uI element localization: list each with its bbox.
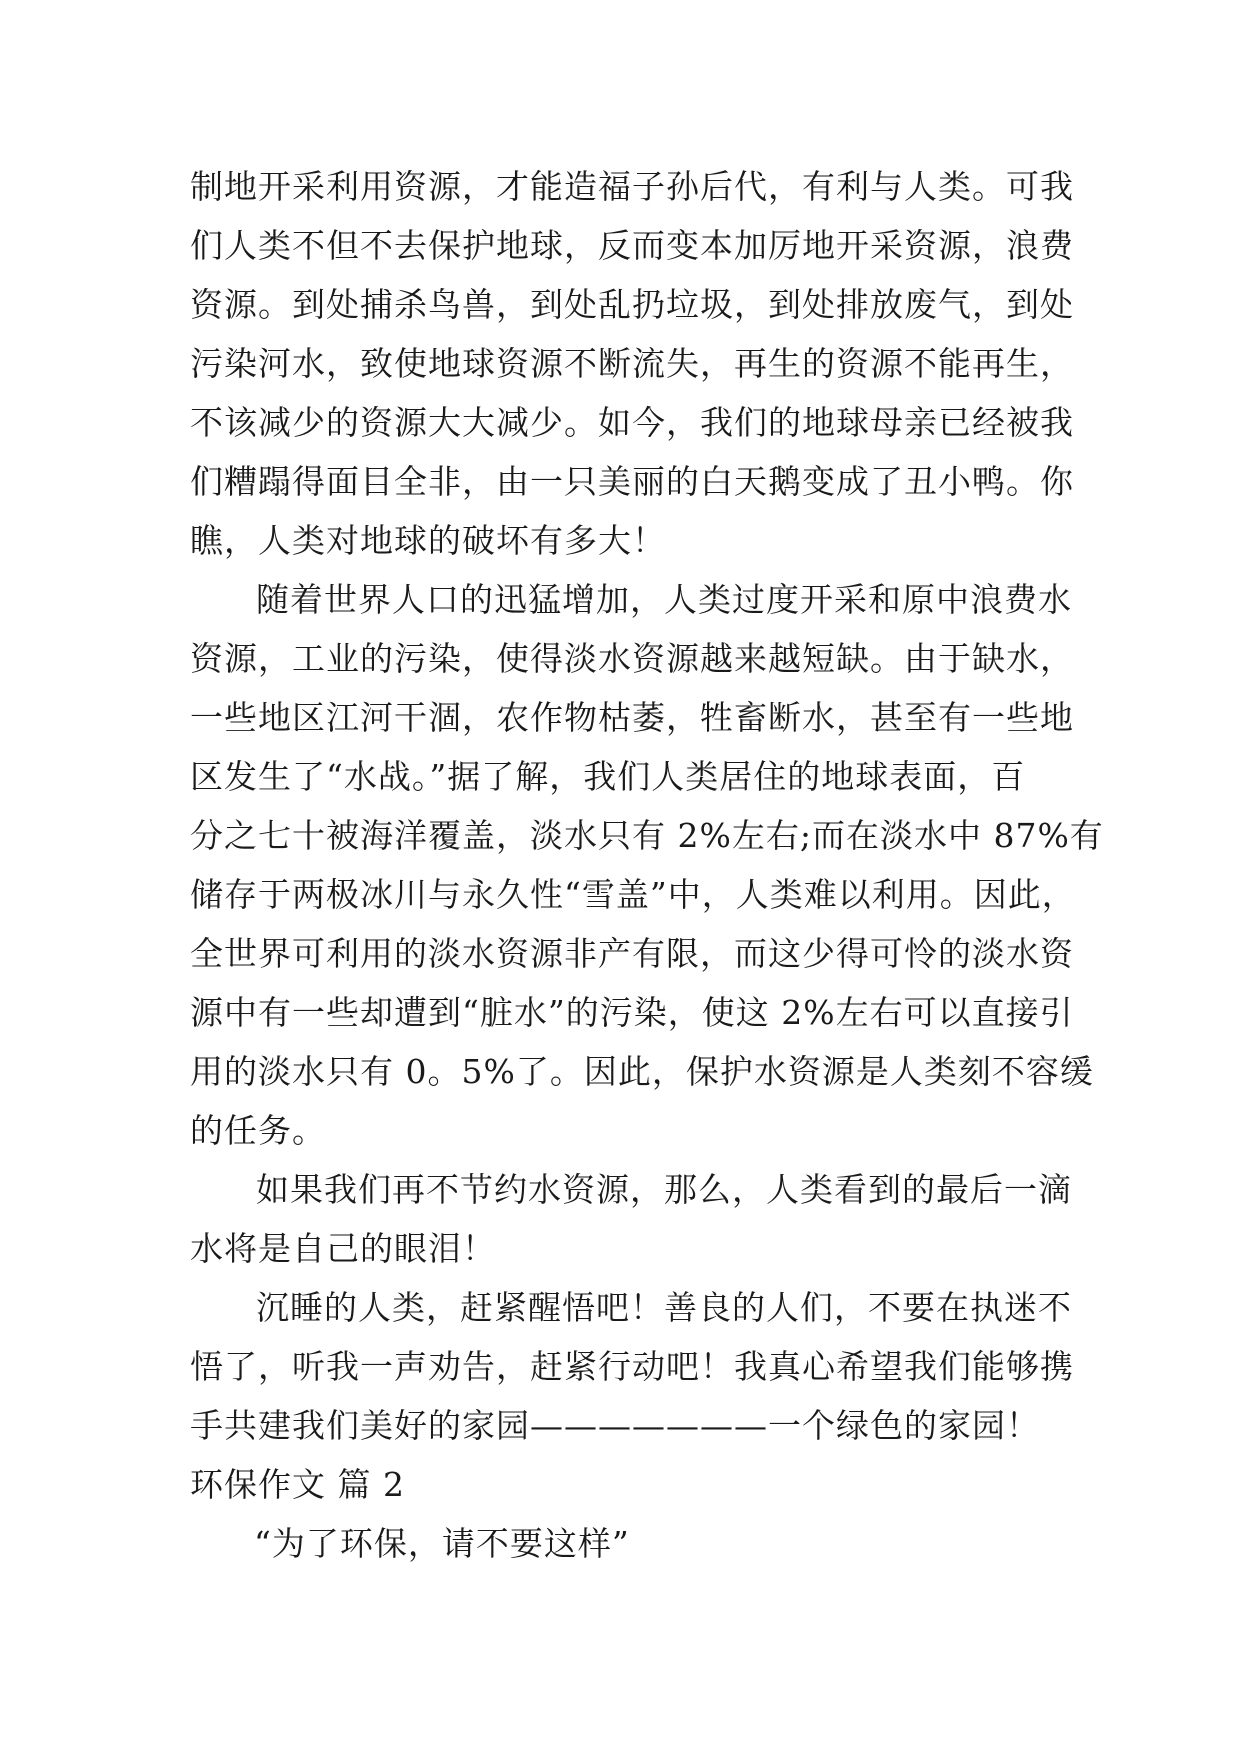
text-line: 制地开采利用资源，才能造福子孙后代，有利与人类。可我 <box>190 167 1074 206</box>
essay-body <box>190 157 1104 1573</box>
paragraph-earth-damage <box>190 157 1074 570</box>
text-line: 悟了，听我一声劝告，赶紧行动吧！我真心希望我们能够携 <box>190 1347 1074 1386</box>
text-line: 资源，工业的污染，使得淡水资源越来越短缺。由于缺水， <box>190 639 1074 678</box>
text-line: 沉睡的人类，赶紧醒悟吧！善良的人们，不要在执迷不 <box>256 1288 1072 1327</box>
text-line: 源中有一些却遭到“脏水”的污染，使这 2%左右可以直接引 <box>190 993 1074 1032</box>
text-line: 一些地区江河干涸，农作物枯萎，牲畜断水，甚至有一些地 <box>190 698 1074 737</box>
paragraph-last-drop <box>190 1160 1070 1278</box>
text-line: 们糟蹋得面目全非，由一只美丽的白天鹅变成了丑小鸭。你 <box>190 462 1074 501</box>
text-line: 瞧，人类对地球的破坏有多大！ <box>190 521 666 560</box>
text-line: 用的淡水只有 0。5%了。因此，保护水资源是人类刻不容缓 <box>190 1052 1094 1091</box>
text-line: 区发生了“水战。”据了解，我们人类居住的地球表面，百 <box>190 757 1026 796</box>
text-line: 如果我们再不节约水资源，那么，人类看到的最后一滴 <box>256 1170 1072 1209</box>
text-line: 的任务。 <box>190 1111 326 1150</box>
text-line: 全世界可利用的淡水资源非产有限，而这少得可怜的淡水资 <box>190 934 1074 973</box>
text-line: 随着世界人口的迅猛增加，人类过度开采和原中浪费水 <box>256 580 1072 619</box>
paragraph-call-to-action <box>190 1278 1074 1455</box>
text-line: 不该减少的资源大大减少。如今，我们的地球母亲已经被我 <box>190 403 1074 442</box>
text-line: 分之七十被海洋覆盖，淡水只有 2%左右;而在淡水中 87%有 <box>190 816 1104 855</box>
text-line: 污染河水，致使地球资源不断流失，再生的资源不能再生， <box>190 344 1074 383</box>
section-heading: 环保作文 篇 2 <box>190 1465 405 1504</box>
text-line: 资源。到处捕杀鸟兽，到处乱扔垃圾，到处排放废气，到处 <box>190 285 1074 324</box>
text-line: 手共建我们美好的家园———————一个绿色的家园！ <box>190 1406 1040 1445</box>
text-line: 们人类不但不去保护地球，反而变本加厉地开采资源，浪费 <box>190 226 1074 265</box>
essay-subtitle: “为了环保，请不要这样” <box>254 1524 630 1563</box>
paragraph-water-shortage <box>190 570 1104 1160</box>
text-line: 储存于两极冰川与永久性“雪盖”中，人类难以利用。因此， <box>190 875 1076 914</box>
text-line: 水将是自己的眼泪！ <box>190 1229 496 1268</box>
